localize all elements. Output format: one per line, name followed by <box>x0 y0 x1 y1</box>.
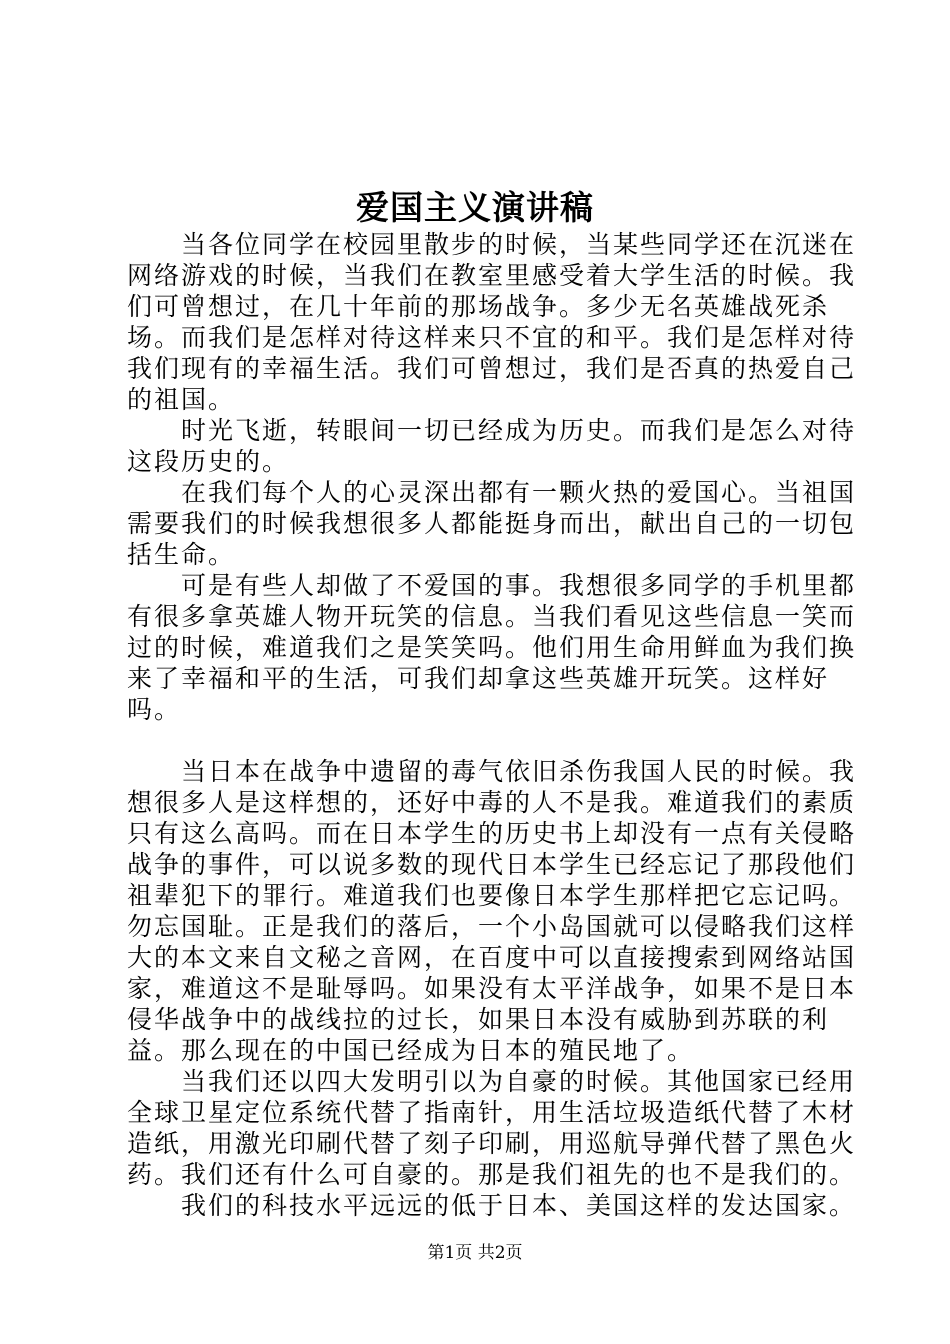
paragraph: 当各位同学在校园里散步的时候，当某些同学还在沉迷在网络游戏的时候，当我们在教室里感受着大学生活的时候。我们可曾想过，在几十年前的那场战争。多少无名英雄战死杀场。而我们是怎样对待这样来只不宜的和平。我们是怎样对待我们现有的幸福生活。我们可曾想过，我们是否真的热爱自己的祖国。 <box>127 230 857 414</box>
paragraph: 在我们每个人的心灵深出都有一颗火热的爱国心。当祖国需要我们的时候我想很多人都能挺身而出，献出自己的一切包括生命。 <box>127 478 857 569</box>
paragraph: 可是有些人却做了不爱国的事。我想很多同学的手机里都有很多拿英雄人物开玩笑的信息。当我们看见这些信息一笑而过的时候，难道我们之是笑笑吗。他们用生命用鲜血为我们换来了幸福和平的生活，可我们却拿这些英雄开玩笑。这样好吗。 <box>127 571 857 724</box>
paragraph: 我们的科技水平远远的低于日本、美国这样的发达国家。 <box>181 1191 857 1220</box>
paragraph: 当日本在战争中遗留的毒气依旧杀伤我国人民的时候。我想很多人是这样想的，还好中毒的人不是我。难道我们的素质只有这么高吗。而在日本学生的历史书上却没有一点有关侵略战争的事件，可以说多数的现代日本学生已经忘记了那段他们祖辈犯下的罪行。难道我们也要像日本学生那样把它忘记吗。勿忘国耻。正是我们的落后，一个小岛国就可以侵略我们这样大的本文来自文秘之音网，在百度中可以直接搜索到网络站国家，难道这不是耻辱吗。如果没有太平洋战争，如果不是日本侵华战争中的战线拉的过长，如果日本没有威胁到苏联的利益。那么现在的中国已经成为日本的殖民地了。 <box>127 757 857 1065</box>
page-footer: 第1页 共2页 <box>427 1243 523 1263</box>
document-body <box>127 229 857 1221</box>
paragraph: 时光飞逝，转眼间一切已经成为历史。而我们是怎么对待这段历史的。 <box>127 416 857 476</box>
document-title: 爱国主义演讲稿 <box>356 188 594 227</box>
paragraph: 当我们还以四大发明引以为自豪的时候。其他国家已经用全球卫星定位系统代替了指南针，用生活垃圾造纸代替了木材造纸，用激光印刷代替了刻子印刷，用巡航导弹代替了黑色火药。我们还有什么可自豪的。那是我们祖先的也不是我们的。 <box>127 1067 857 1189</box>
